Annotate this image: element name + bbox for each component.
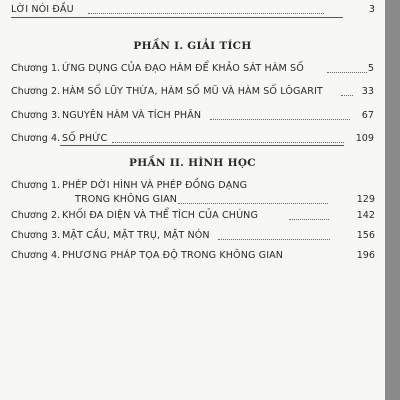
chapter-title: NGUYÊN HÀM VÀ TÍCH PHÂN [62, 110, 202, 121]
chapter-page: 142 [356, 210, 375, 221]
leader-dots [178, 203, 328, 204]
chapter-title: SỐ PHỨC [62, 133, 108, 144]
chapter-page: 156 [356, 230, 375, 241]
leader-dots [88, 13, 324, 14]
preface-rule [11, 17, 343, 18]
chapter-title-line2: TRONG KHÔNG GIAN [75, 194, 178, 205]
leader-dots [218, 239, 330, 240]
leader-dots [327, 72, 367, 73]
chapter-title: KHỐI ĐA DIỆN VÀ THỂ TÍCH CỦA CHÚNG [62, 210, 258, 221]
chapter-label: Chương 4. [11, 133, 61, 144]
chapter-label: Chương 2. [11, 86, 61, 97]
chapter-label: Chương 2. [11, 210, 61, 221]
chapter-title: PHÉP DỜI HÌNH VÀ PHÉP ĐỒNG DẠNG [62, 180, 248, 191]
chapter-label: Chương 3. [11, 230, 61, 241]
preface-title: LỜI NÓI ĐẦU [11, 4, 74, 15]
chapter-label: Chương 3. [11, 110, 61, 121]
chapter-title: ỨNG DỤNG CỦA ĐẠO HÀM ĐỂ KHẢO SÁT HÀM SỐ [62, 63, 304, 74]
chapter-label: Chương 1. [11, 180, 61, 191]
preface-page: 3 [368, 4, 375, 15]
leader-dots [341, 95, 353, 96]
leader-dots [210, 119, 350, 120]
chapter-label: Chương 4. [11, 250, 61, 261]
chapter-page: 5 [367, 63, 374, 74]
chapter-page: 109 [355, 133, 374, 144]
chapter-title: HÀM SỐ LŨY THỪA, HÀM SỐ MŨ VÀ HÀM SỐ LÔGARIT [62, 86, 323, 97]
leader-dots [289, 219, 329, 220]
chapter-title: PHƯƠNG PHÁP TỌA ĐỘ TRONG KHÔNG GIAN [62, 250, 284, 261]
leader-dots [112, 142, 344, 143]
chapter-label: Chương 1. [11, 63, 61, 74]
part1-rule [60, 145, 344, 146]
chapter-title: MẶT CẦU, MẶT TRỤ, MẶT NÓN [62, 230, 210, 241]
part1-heading: PHẦN I. GIẢI TÍCH [133, 40, 252, 52]
chapter-page: 129 [356, 194, 375, 205]
part2-heading: PHẦN II. HÌNH HỌC [129, 157, 256, 169]
chapter-page: 67 [361, 110, 374, 121]
chapter-page: 33 [361, 86, 374, 97]
chapter-page: 196 [356, 250, 375, 261]
